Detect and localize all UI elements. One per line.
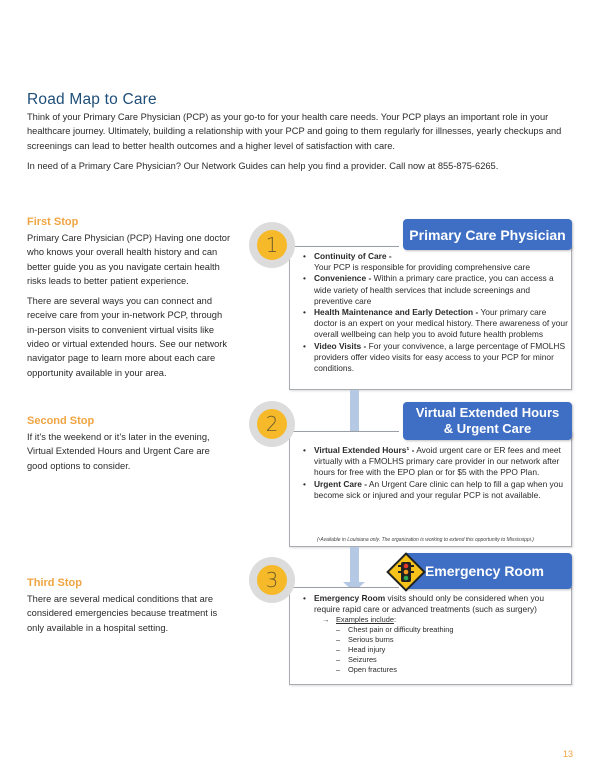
page-title: Road Map to Care [27, 91, 157, 108]
step-3-banner: Emergency Room [403, 553, 572, 589]
example-item: – Chest pain or difficulty breathing [336, 625, 568, 635]
first-stop-heading: First Stop [27, 216, 79, 228]
step-1-banner: Primary Care Physician [403, 219, 572, 250]
right-arrow-icon: → [322, 615, 330, 625]
step-2-item: • Virtual Extended Hours¹ - Avoid urgent care or ER fees and meet virtually with a FMOLHS primary care provider in our network after hours for free with the EPO plan or for $5 with the PPO Plan. [303, 445, 568, 479]
second-stop-paragraph: If it’s the weekend or it’s later in the evening, Virtual Extended Hours and Urgent Care are good options to consider. [27, 432, 210, 471]
example-item: – Open fractures [336, 665, 568, 675]
step-2-number: 2 [257, 409, 287, 439]
first-stop-paragraph: Primary Care Physician (PCP) Having one doctor who knows your overall health history and can better guide you as you navigate certain health risks leads to better patient experience. [27, 233, 231, 286]
step-2-footnote: (¹Available in Louisiana only. The organization is working to extend this opportunity to Mississippi.) [317, 537, 534, 543]
connector-arrow-2 [350, 547, 359, 583]
step-1-top-line [289, 246, 399, 247]
example-item: – Head injury [336, 645, 568, 655]
step-1-marker [249, 222, 295, 268]
second-stop-text [27, 430, 232, 473]
step-2-banner-line1: Virtual Extended Hours [415, 405, 560, 420]
step-1-item: • Continuity of Care - Your PCP is responsible for providing comprehensive care [303, 251, 568, 273]
examples-sublist [322, 615, 568, 675]
example-item: – Serious burns [336, 635, 568, 645]
traffic-light-icon [385, 551, 427, 593]
step-1-list [303, 251, 568, 374]
step-1-number: 1 [257, 230, 287, 260]
step-2-banner [403, 402, 572, 440]
examples-list [336, 625, 568, 675]
step-2-marker [249, 401, 295, 447]
step-3-list [303, 593, 568, 675]
example-item: – Seizures [336, 655, 568, 665]
page-number: 13 [563, 749, 574, 759]
step-3-item: • Emergency Room visits should only be considered when you require rapid care or advanced treatments (such as surgery) → Examples include: – Chest pain or difficulty breathing – Serious burns – Head injury – Seizures – Open fractures [303, 593, 568, 675]
third-stop-paragraph: There are several medical conditions that are considered emergencies because treatment is only available in a hospital setting. [27, 594, 218, 633]
first-stop-paragraph-2: There are several ways you can connect and receive care from your in-network PCP, through in-person visits to convenient virtual visits like video or virtual extended hours. See our network navigator page to learn more about each care opportunity available in your area. [27, 296, 227, 378]
step-1-item: • Convenience - Within a primary care practice, you can access a wide variety of health services that include screenings and preventive care [303, 273, 568, 307]
intro-paragraph: Think of your Primary Care Physician (PCP) as your go-to for your health care needs. Your PCP plays an important role in your healthcare journey. Ultimately, building a relationship with your PCP and going to them regularly for illnesses, yearly checkups and screenings can lead to better health outcomes and a higher level of satisfaction with care. [27, 112, 562, 151]
intro-paragraph-phone: In need of a Primary Care Physician? Our Network Guides can help you find a provider. Call now at 855-875-6265. [27, 160, 499, 171]
step-2-list [303, 445, 568, 501]
first-stop-text [27, 231, 232, 380]
step-2-top-line [289, 431, 399, 432]
step-3-marker [249, 557, 295, 603]
third-stop-text [27, 592, 232, 635]
step-3-number: 3 [257, 565, 287, 595]
examples-label-row: → Examples include: – Chest pain or difficulty breathing – Serious burns – Head injury – Seizures – Open fractures [322, 615, 568, 675]
intro-text [27, 110, 577, 173]
third-stop-heading: Third Stop [27, 577, 82, 589]
step-3-top-line [289, 587, 399, 588]
examples-label: Examples include [336, 615, 394, 625]
step-1-item: • Health Maintenance and Early Detection - Your primary care doctor is an expert on your medical history. There awareness of your overall wellbeing can help you to avoid future health problems [303, 307, 568, 341]
step-1-item: • Video Visits - For your convivence, a large percentage of FMOLHS providers offer video visits for easy access to your PCP for minor conditions. [303, 341, 568, 375]
step-2-item: • Urgent Care - An Urgent Care clinic can help to fill a gap when you become sick or injured and your regular PCP is not available. [303, 479, 568, 501]
second-stop-heading: Second Stop [27, 415, 95, 427]
step-2-banner-line2: & Urgent Care [443, 421, 532, 436]
